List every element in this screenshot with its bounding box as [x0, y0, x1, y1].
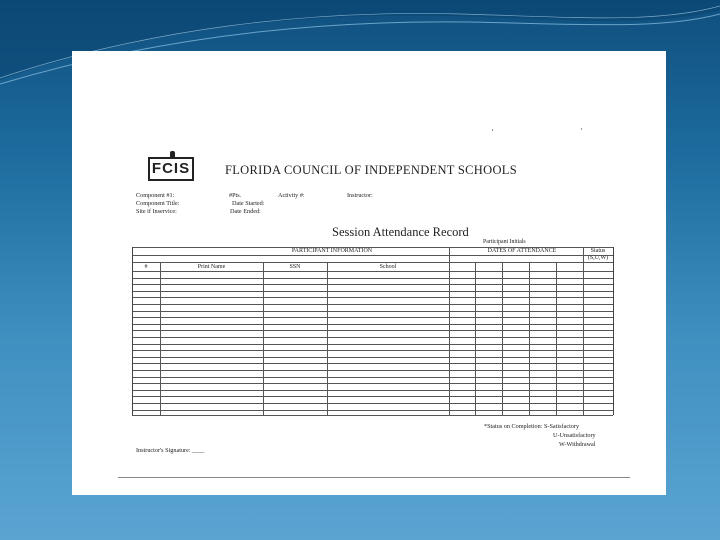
table-rule: [132, 311, 613, 312]
field-instructor: Instructor:: [347, 192, 373, 199]
table-rule: [132, 278, 613, 279]
table-rule: [132, 247, 613, 248]
header-status-codes: (S,U,W): [587, 255, 609, 261]
status-note-line-2: U-Unsatisfactory: [553, 432, 596, 439]
table-column-rule: [556, 262, 557, 415]
field-date-ended: Date Ended:: [230, 208, 261, 215]
table-rule: [132, 304, 613, 305]
header-participant-information: PARTICIPANT INFORMATION: [291, 248, 373, 254]
table-rule: [132, 410, 613, 411]
slide-content-frame: [72, 51, 666, 495]
table-rule: [132, 344, 613, 345]
table-rule: [132, 337, 613, 338]
table-rule: [132, 284, 613, 285]
column-print-name: Print Name: [197, 264, 226, 270]
table-rule: [132, 383, 613, 384]
column-ssn: SSN: [289, 264, 301, 270]
instructor-signature-label: Instructor's Signature: ____: [136, 447, 205, 454]
table-rule: [132, 317, 613, 318]
attendance-table: [132, 247, 613, 415]
table-rule: [132, 357, 613, 358]
status-note-line-3: W-Withdrawal: [559, 441, 596, 448]
table-rule: [132, 363, 613, 364]
table-column-rule: [613, 247, 614, 415]
table-column-rule: [132, 247, 133, 415]
table-column-rule: [449, 247, 450, 415]
field-component-title: Component Title:: [136, 200, 180, 207]
table-column-rule: [160, 262, 161, 415]
form-title: Session Attendance Record: [332, 225, 469, 239]
bottom-rule: [118, 477, 630, 478]
field-pts: #Pts.: [229, 192, 242, 199]
table-rule: [132, 324, 613, 325]
table-rule: [132, 415, 613, 416]
field-site: Site if Inservice:: [136, 208, 177, 215]
scanned-form: [72, 51, 666, 495]
column-school: School: [379, 264, 397, 270]
header-dates-of-attendance: DATES OF ATTENDANCE: [487, 248, 557, 254]
status-note-line-1: *Status on Completion: S-Satisfactory: [484, 423, 580, 430]
scan-speck: [581, 128, 582, 130]
table-rule: [132, 297, 613, 298]
table-rule: [132, 350, 613, 351]
fcis-logo: FCIS: [148, 157, 194, 181]
table-rule: [132, 291, 613, 292]
table-rule: [132, 390, 613, 391]
column-number: #: [144, 264, 148, 270]
table-rule: [132, 396, 613, 397]
table-column-rule: [529, 262, 530, 415]
header-status: Status: [590, 248, 606, 254]
table-column-rule: [502, 262, 503, 415]
table-rule: [132, 271, 613, 272]
field-date-started: Date Started:: [232, 200, 265, 207]
participant-initials-label: Participant Initials: [483, 239, 526, 245]
table-column-rule: [583, 247, 584, 415]
table-rule: [132, 377, 613, 378]
organization-name: FLORIDA COUNCIL OF INDEPENDENT SCHOOLS: [225, 163, 517, 177]
table-rule: [132, 255, 613, 256]
table-column-rule: [327, 262, 328, 415]
table-rule: [132, 370, 613, 371]
field-activity: Activity #:: [278, 192, 305, 199]
table-rule: [132, 403, 613, 404]
field-component-number: Component #1:: [136, 192, 175, 199]
table-column-rule: [263, 262, 264, 415]
table-column-rule: [475, 262, 476, 415]
table-rule: [132, 262, 613, 263]
scan-speck: [492, 129, 493, 131]
table-rule: [132, 330, 613, 331]
